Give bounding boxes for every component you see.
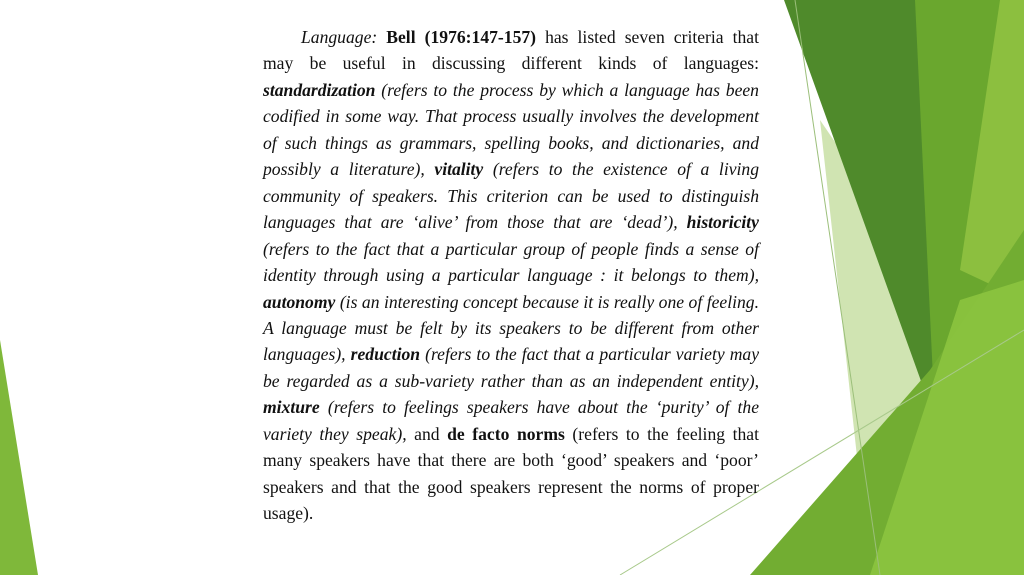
criterion-desc: (refers to feelings speakers have about the ‘purity’ of the variety they speak),	[263, 397, 759, 444]
criterion-term: autonomy	[263, 291, 336, 312]
criterion-term: reduction	[350, 344, 421, 365]
heading-label: Language:	[301, 27, 378, 47]
criterion-term: vitality	[434, 159, 484, 180]
criterion-desc: (refers to the fact that a particular variety may be regarded as a sub-variety rather than as an independent entity),	[263, 344, 760, 391]
criterion-term: mixture	[263, 397, 320, 418]
slide-body-text	[263, 24, 759, 527]
criterion-desc: (refers to the process by which a language has been codified in some way. That process usually involves the development of such things as grammars, spelling books, and dictionaries, and possibly a literature),	[263, 79, 759, 180]
criterion-term: historicity	[686, 212, 759, 233]
left-green-sliver	[0, 340, 38, 575]
last-criterion-desc: (refers to the feeling that many speakers have that there are both ‘good’ speakers and ‘poor’ speakers and that the good speakers represent the norms of proper usage).	[263, 423, 759, 524]
criterion-desc: (is an interesting concept because it is really one of feeling. A language must be felt by its speakers to be different from other languages),	[263, 291, 759, 365]
citation: Bell (1976:147-157)	[386, 27, 537, 47]
criterion-desc: (refers to the existence of a living community of speakers. This criterion can be used to distinguish languages that are ‘alive’ from those that are ‘dead’),	[263, 159, 760, 233]
last-criterion-term: de facto norms	[447, 423, 565, 444]
criterion-desc: (refers to the fact that a particular group of people finds a sense of identity through using a particular language : it belongs to them),	[263, 238, 759, 286]
criterion-term: standardization	[263, 79, 376, 100]
intro-text: has listed seven criteria that may be useful in discussing different kinds of languages:	[263, 27, 759, 74]
connector-word: and	[414, 423, 440, 444]
